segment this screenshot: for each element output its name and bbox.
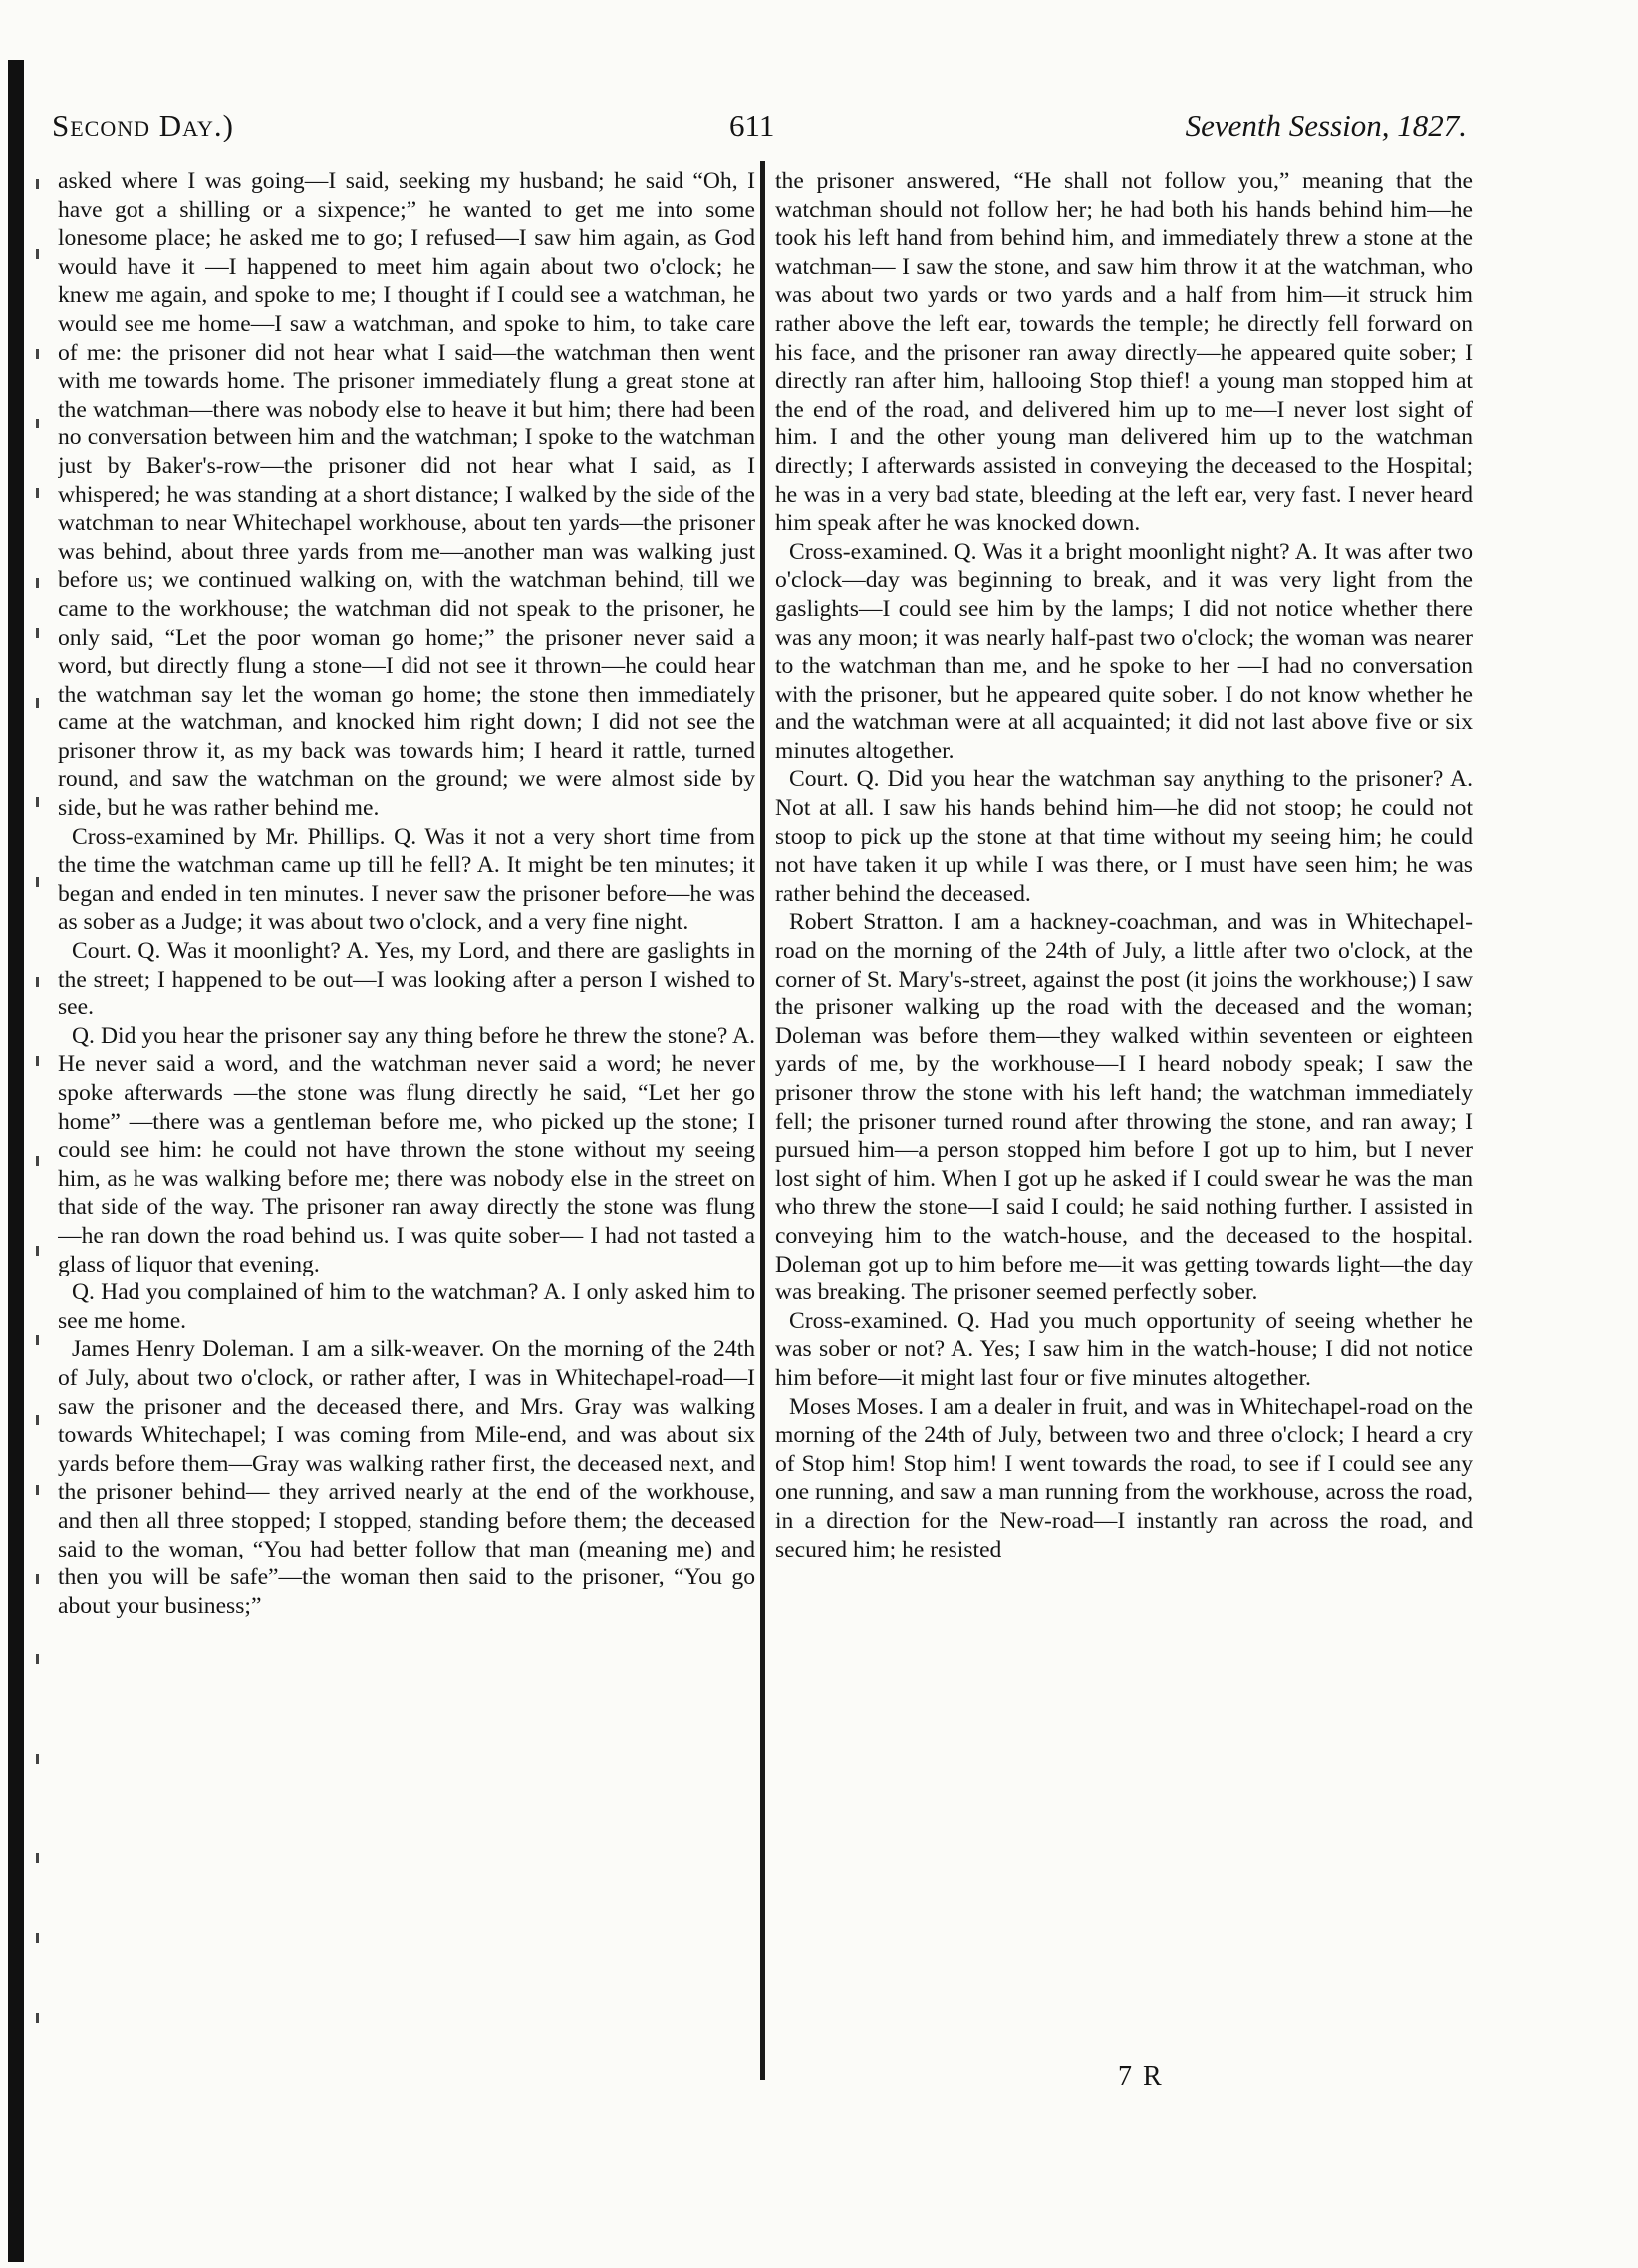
paragraph: Cross-examined by Mr. Phillips. Q. Was it not a very short time from the time the watchman came up till he fell? A. It might be ten minutes; it began and ended in ten minutes. I never saw the prisoner before—he was as sober as a Judge; it was about two o'clock, and a very fine night. <box>58 823 755 936</box>
paragraph: Q. Had you complained of him to the watchman? A. I only asked him to see me home. <box>58 1279 755 1334</box>
margin-speck <box>36 578 39 588</box>
running-head-right: Seventh Session, 1827. <box>1185 108 1467 142</box>
margin-speck <box>36 349 39 359</box>
paragraph: Robert Stratton. I am a hackney-coachman, and was in Whitechapel-road on the morning of the 24th of July, a little after two o'clock, at the corner of St. Mary's-street, against the post (it joins the workhouse;) I saw the prisoner walking up the road with the deceased and the woman; Doleman was before them—they walked within seventeen or eighteen yards of me, by the workhouse—I I heard nobody speak; I saw the prisoner throw the stone with his left hand; the watchman immediately fell; the prisoner turned round after throwing the stone, and ran away; I pursued him—a person stopped him before I got up to him, but I never lost sight of him. When I got up he asked if I could swear he was the man who threw the stone—I said I could; he said nothing further. I assisted in conveying him to the watch-house, and the deceased to the hospital. Doleman got up to him before me—it was getting towards light—the day was breaking. The prisoner seemed perfectly sober. <box>775 909 1473 1306</box>
margin-speck <box>36 1933 39 1943</box>
margin-speck <box>36 419 39 428</box>
margin-speck <box>36 1485 39 1495</box>
margin-speck <box>36 2013 39 2023</box>
margin-speck <box>36 797 39 807</box>
page-header <box>52 108 1467 151</box>
margin-speck <box>36 698 39 708</box>
margin-speck <box>36 249 39 259</box>
paragraph: asked where I was going—I said, seeking my husband; he said “Oh, I have got a shilling or a sixpence;” he wanted to get me into some lonesome place; he asked me to go; I refused—I saw him again, as God would have it —I happened to meet him again about two o'clock; he knew me again, and spoke to me; I thought if I could see a watchman, he would see me home—I saw a watchman, and spoke to him, to take care of me: the prisoner did not hear what I said—the watchman then went with me towards home. The prisoner immediately flung a great stone at the watchman—there was nobody else to heave it but him; there had been no conversation between him and the watchman; I spoke to the watchman just by Baker's-row—the prisoner did not hear what I said, as I whispered; he was standing at a short distance; I walked by the side of the watchman to near Whitechapel workhouse, about ten yards—the prisoner was behind, about three yards from me—another man was walking just before us; we continued walking on, with the watchman behind, till we came to the workhouse; the watchman did not speak to the prisoner, he only said, “Let the poor woman go home;” the prisoner never said a word, but directly flung a stone—I did not see it thrown—he could hear the watchman say let the woman go home; the stone then immediately came at the watchman, and knocked him right down; I did not see the prisoner throw it, as my back was towards him; I heard it rattle, turned round, and saw the watchman on the ground; we were almost side by side, but he was rather behind me. <box>58 168 755 822</box>
paragraph: Court. Q. Did you hear the watchman say anything to the prisoner? A. Not at all. I saw his hands behind him—he did not stoop; he could not stoop to pick up the stone at that time without my seeing him; he could not have taken it up while I was there, or I must have seen him; he was rather behind the deceased. <box>775 766 1473 907</box>
margin-speck <box>36 179 39 189</box>
running-head-left: Second Day.) <box>52 108 234 142</box>
margin-speck <box>36 877 39 887</box>
margin-speck <box>36 1754 39 1764</box>
scan-edge <box>8 60 24 2262</box>
paragraph: Q. Did you hear the prisoner say any thing before he threw the stone? A. He never said a word, and the watchman never said a word; he never spoke afterwards —the stone was flung directly he said, “Let her go home” —there was a gentleman before me, who picked up the stone; I could see him: he could not have thrown the stone without my seeing him, as he was walking before me; there was nobody else in the street on that side of the way. The prisoner ran away directly the stone was flung —he ran down the road behind us. I was quite sober— I had not tasted a glass of liquor that evening. <box>58 1022 755 1277</box>
page-number: 611 <box>729 108 775 142</box>
paragraph: Cross-examined. Q. Had you much opportunity of seeing whether he was sober or not? A. Yes; I saw him in the watch-house; I did not notice him before—it might last four or five minutes altogether. <box>775 1307 1473 1391</box>
paragraph: James Henry Doleman. I am a silk-weaver. On the morning of the 24th of July, about two o'clock, or rather after, I was in Whitechapel-road—I saw the prisoner and the deceased there, and Mrs. Gray was walking towards Whitechapel; I was coming from Mile-end, and was about six yards before them—Gray was walking rather first, the deceased next, and the prisoner behind— they arrived nearly at the end of the workhouse, and then all three stopped; I stopped, standing before them; the deceased said to the woman, “You had better follow that man (meaning me) and then you will be safe”—the woman then said to the prisoner, “You go about your business;” <box>58 1336 755 1619</box>
margin-speck <box>36 1056 39 1066</box>
margin-speck <box>36 1654 39 1664</box>
paragraph: the prisoner answered, “He shall not follow you,” meaning that the watchman should not follow her; he had both his hands behind him—he took his left hand from behind him, and immediately threw a stone at the watchman— I saw the stone, and saw him throw it at the watchman, who was about two yards or two yards and a half from him—it struck him rather above the left ear, towards the temple; he directly fell forward on his face, and the prisoner ran away directly—he appeared quite sober; I directly ran after him, hallooing Stop thief! a young man stopped him at the end of the road, and delivered him up to me—I never lost sight of him. I and the other young man delivered him up to the watchman directly; I afterwards assisted in conveying the deceased to the Hospital; he was in a very bad state, bleeding at the left ear, very fast. I never heard him speak after he was knocked down. <box>775 168 1473 537</box>
margin-speck <box>36 488 39 498</box>
paragraph: Court. Q. Was it moonlight? A. Yes, my Lord, and there are gaslights in the street; I happened to be out—I was looking after a person I wished to see. <box>58 938 755 1021</box>
column-rule <box>760 161 765 2080</box>
margin-speck <box>36 628 39 638</box>
margin-speck <box>36 1156 39 1166</box>
paragraph: Moses Moses. I am a dealer in fruit, and was in Whitechapel-road on the morning of the 24th of July, between two and three o'clock; I heard a cry of Stop him! Stop him! I went towards the road, to see if I could see any one running, and saw a man running from the workhouse, across the road, in a direction for the New-road—I instantly ran across the road, and secured him; he resisted <box>775 1393 1473 1562</box>
signature-mark: 7 R <box>1118 2061 1164 2092</box>
margin-speck <box>36 977 39 987</box>
paragraph: Cross-examined. Q. Was it a bright moonlight night? A. It was after two o'clock—day was beginning to break, and it was very light from the gaslights—I could see him by the lamps; I did not notice whether there was any moon; it was nearly half-past two o'clock; the woman was nearer to the watchman than me, and he spoke to her —I had no conversation with the prisoner, but he appeared quite sober. I do not know whether he and the watchman were at all acquainted; it did not last above five or six minutes altogether. <box>775 538 1473 764</box>
margin-speck <box>36 1335 39 1345</box>
left-column <box>58 167 755 2081</box>
right-column <box>775 167 1473 2081</box>
margin-speck <box>36 1415 39 1425</box>
margin-marks <box>36 159 58 2053</box>
margin-speck <box>36 1246 39 1256</box>
margin-speck <box>36 1574 39 1584</box>
margin-speck <box>36 1853 39 1863</box>
